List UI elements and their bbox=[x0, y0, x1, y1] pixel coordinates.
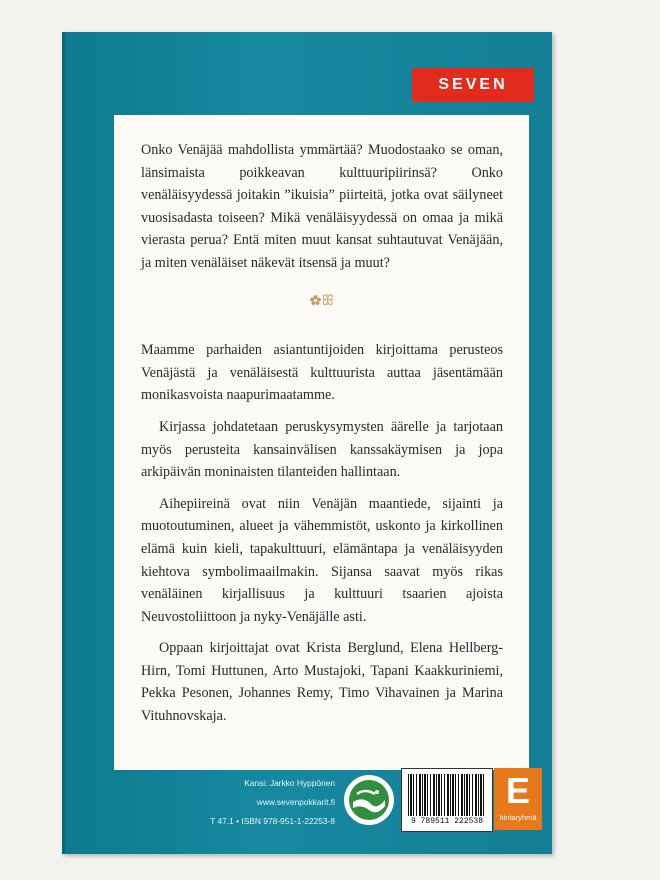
isbn-line: T 47.1 • ISBN 978-951-1-22253-8 bbox=[210, 816, 335, 826]
nordic-swan-ecolabel-icon bbox=[344, 775, 394, 825]
ornament-divider: ✿ꕥ bbox=[309, 293, 335, 309]
description-panel bbox=[114, 115, 529, 770]
intro-paragraph: Onko Venäjää mahdollista ymmärtää? Muodostaako se oman, länsimaista poikkeavan kulttuuripiirinsä? Onko venäläisyydessä joitakin ”ikuisia” piirteitä, jotka ovat säilyneet vuosisadasta toiseen? Mikä venäläisyydessä on omaa ja mikä vierasta perua? Entä miten muut kansat suhtautuvat Venäjään, ja miten venäläiset näkevät itsensä ja muut? bbox=[141, 142, 503, 271]
book-back-cover bbox=[62, 32, 552, 854]
credits-block bbox=[195, 774, 335, 831]
body-paragraph: Kirjassa johdatetaan peruskysymysten äärelle ja tarjotaan myös perusteita kansainvälisen kanssakäymisen ja jopa arkipäivän moninaisten tilanteiden hallintaan. bbox=[141, 418, 503, 481]
barcode-bars bbox=[408, 774, 486, 816]
cover-credit: Kansi: Jarkko Hyppönen bbox=[244, 778, 335, 788]
body-paragraph: Aihepiireinä ovat niin Venäjän maantiede, sijainti ja muotoutuminen, alueet ja vähemmistöt, uskonto ja kirkollinen elämä kuin kieli, tapakulttuuri, elämäntapa ja venäläisyyden kiehtova symbolimaailmakin. Sijansa saavat myös rikas venäläinen kirjallisuus ja kulttuuri tsaarien ajoista Neuvostoliittoon ja nyky-Venäjälle asti. bbox=[141, 495, 503, 625]
price-group-badge bbox=[494, 768, 542, 830]
body-paragraph: Oppaan kirjoittajat ovat Krista Berglund, Elena Hellberg-Hirn, Tomi Huttunen, Arto Mustajoki, Tapani Kaakkuriniemi, Pekka Pesonen, Johannes Remy, Timo Vihavainen ja Marina Vituhnovskaja. bbox=[141, 640, 503, 725]
publisher-logo: SEVEN bbox=[412, 68, 534, 102]
website-link: www.sevenpokkarit.fi bbox=[256, 797, 335, 807]
barcode-digits: 9 789511 222538 bbox=[410, 817, 483, 826]
price-group-label: hintaryhmä bbox=[499, 813, 537, 822]
body-paragraph: Maamme parhaiden asiantuntijoiden kirjoittama perusteos Venäjästä ja venäläisestä kulttuurista auttaa jäsentämään monikasvoista naapurimaatamme. bbox=[141, 342, 503, 404]
price-group-letter: E bbox=[505, 770, 530, 811]
barcode bbox=[401, 768, 493, 832]
description-text bbox=[141, 139, 503, 728]
